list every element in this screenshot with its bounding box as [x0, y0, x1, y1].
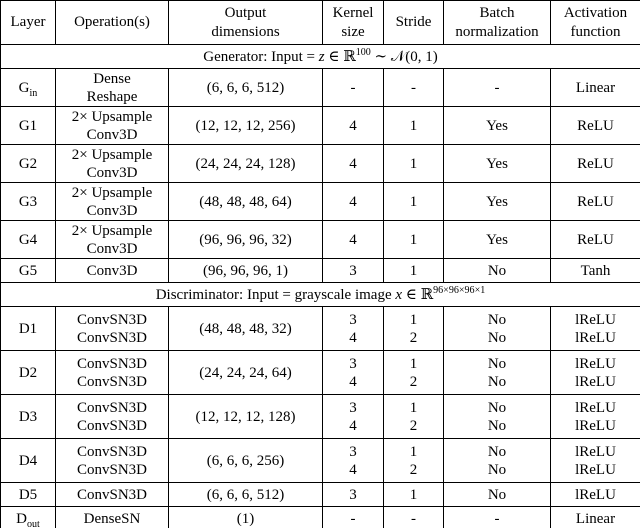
cell-batch-normalization — [444, 395, 551, 439]
cell-activation-function — [551, 183, 640, 221]
cell-operations — [56, 507, 169, 528]
cell-layer — [1, 69, 56, 107]
cell-line: ConvSN3D — [76, 443, 147, 460]
text-segment: G1 — [18, 117, 38, 134]
cell-stride — [384, 439, 444, 483]
text-segment: ∈ ℝ — [402, 286, 434, 303]
cell-line: Output — [224, 4, 267, 21]
cell-activation-function — [551, 483, 640, 507]
cell-operations — [56, 307, 169, 351]
column-header-batch-normalization — [444, 1, 551, 45]
cell-activation-function — [551, 395, 640, 439]
cell-stride — [384, 307, 444, 351]
cell-output-dimensions: (6, 6, 6, 512) — [169, 69, 323, 107]
cell-output-dimensions: (96, 96, 96, 32) — [169, 221, 323, 259]
cell-line: function — [570, 23, 621, 40]
cell-activation-function — [551, 145, 640, 183]
text-segment: Discriminator: Input = grayscale image — [155, 286, 396, 303]
cell-line: No — [487, 355, 507, 372]
cell-stride — [384, 183, 444, 221]
cell-line: lReLU — [575, 373, 616, 390]
cell-line: ConvSN3D — [76, 355, 147, 372]
cell-line: 1 — [409, 399, 418, 416]
table-row — [1, 507, 640, 528]
text-segment: D3 — [18, 408, 38, 425]
text-segment: x — [395, 286, 403, 303]
cell-output-dimensions: (48, 48, 48, 64) — [169, 183, 323, 221]
cell-line: ConvSN3D — [76, 329, 147, 346]
cell-layer — [1, 395, 56, 439]
cell-line: ConvSN3D — [76, 417, 147, 434]
cell-output-dimensions: (96, 96, 96, 1) — [169, 259, 323, 283]
cell-line: lReLU — [575, 329, 616, 346]
cell-line: 3 — [349, 443, 357, 460]
table-row — [1, 483, 640, 507]
cell-line: 2 — [409, 461, 418, 478]
cell-activation-function — [551, 307, 640, 351]
cell-batch-normalization — [444, 221, 551, 259]
cell-line: 4 — [349, 417, 357, 434]
cell-layer — [1, 221, 56, 259]
cell-line: No — [487, 262, 507, 279]
cell-line: ConvSN3D — [76, 461, 147, 478]
cell-line: 1 — [409, 443, 418, 460]
cell-line: Operation(s) — [74, 14, 150, 30]
cell-operations — [56, 439, 169, 483]
cell-line: 4 — [349, 373, 357, 390]
cell-stride — [384, 69, 444, 107]
cell-line: 4 — [349, 461, 357, 478]
cell-kernel-size — [323, 351, 384, 395]
cell-stride — [384, 483, 444, 507]
cell-output-dimensions: (1) — [169, 507, 323, 528]
text-segment: 100 — [355, 46, 371, 58]
section-title — [1, 45, 640, 69]
cell-line: 1 — [409, 262, 418, 279]
cell-line: 2× Upsample — [71, 222, 153, 239]
cell-line: 4 — [349, 329, 357, 346]
cell-layer — [1, 259, 56, 283]
cell-line: 1 — [409, 155, 418, 172]
cell-batch-normalization — [444, 107, 551, 145]
cell-line: No — [487, 373, 507, 390]
cell-line: Yes — [486, 117, 508, 134]
cell-line: Conv3D — [86, 164, 138, 181]
cell-operations — [56, 395, 169, 439]
cell-line: Conv3D — [86, 262, 138, 279]
header-row — [1, 1, 640, 45]
cell-activation-function — [551, 69, 640, 107]
cell-line: Tanh — [580, 262, 611, 279]
cell-line: - — [350, 79, 356, 96]
cell-line: Yes — [486, 193, 508, 210]
section-row — [1, 45, 640, 69]
cell-line: 2 — [409, 373, 418, 390]
cell-line: Yes — [486, 155, 508, 172]
table-row — [1, 307, 640, 351]
cell-line: - — [494, 510, 500, 527]
cell-line: 2 — [409, 417, 418, 434]
cell-operations — [56, 351, 169, 395]
cell-line: lReLU — [575, 399, 616, 416]
cell-operations — [56, 145, 169, 183]
cell-line: 2× Upsample — [71, 108, 153, 125]
cell-line: normalization — [455, 23, 539, 40]
cell-operations — [56, 221, 169, 259]
cell-operations — [56, 69, 169, 107]
text-segment: 96×96×96×1 — [433, 284, 486, 296]
cell-line: No — [487, 399, 507, 416]
cell-kernel-size — [323, 145, 384, 183]
cell-kernel-size — [323, 259, 384, 283]
cell-line: Layer — [10, 14, 46, 30]
section-row — [1, 283, 640, 307]
cell-output-dimensions: (24, 24, 24, 128) — [169, 145, 323, 183]
column-header-layer — [1, 1, 56, 45]
cell-line: Conv3D — [86, 202, 138, 219]
cell-stride — [384, 259, 444, 283]
cell-line: Linear — [575, 510, 616, 527]
cell-stride — [384, 395, 444, 439]
text-segment: D2 — [18, 364, 38, 381]
cell-line: 1 — [409, 311, 418, 328]
cell-operations — [56, 259, 169, 283]
text-segment: D5 — [18, 486, 38, 503]
table-row — [1, 439, 640, 483]
cell-line: 4 — [349, 155, 357, 172]
table-body — [1, 45, 640, 528]
cell-line: Kernel — [332, 4, 374, 21]
cell-line: 1 — [409, 231, 418, 248]
cell-operations — [56, 183, 169, 221]
cell-line: ReLU — [577, 231, 614, 248]
cell-line: Linear — [575, 79, 616, 96]
cell-layer — [1, 145, 56, 183]
cell-line: 4 — [349, 231, 357, 248]
cell-activation-function — [551, 221, 640, 259]
cell-batch-normalization — [444, 439, 551, 483]
cell-line: dimensions — [211, 23, 280, 40]
cell-kernel-size — [323, 183, 384, 221]
cell-line: 4 — [349, 193, 357, 210]
cell-line: ConvSN3D — [76, 311, 147, 328]
table-row — [1, 183, 640, 221]
cell-line: 3 — [349, 399, 357, 416]
table-row — [1, 107, 640, 145]
cell-line: DenseSN — [83, 510, 141, 527]
cell-output-dimensions: (48, 48, 48, 32) — [169, 307, 323, 351]
column-header-kernel-size — [323, 1, 384, 45]
cell-layer — [1, 483, 56, 507]
cell-line: ReLU — [577, 193, 614, 210]
cell-line: 1 — [409, 486, 418, 503]
text-segment: D — [16, 510, 27, 527]
text-segment: G4 — [18, 231, 38, 248]
cell-line: lReLU — [575, 461, 616, 478]
cell-line: 2 — [409, 329, 418, 346]
cell-activation-function — [551, 107, 640, 145]
cell-batch-normalization — [444, 69, 551, 107]
cell-line: Yes — [486, 231, 508, 248]
cell-line: No — [487, 311, 507, 328]
cell-stride — [384, 145, 444, 183]
text-segment: ∼ 𝒩(0, 1) — [370, 48, 438, 65]
column-header-stride — [384, 1, 444, 45]
cell-stride — [384, 221, 444, 259]
cell-activation-function — [551, 351, 640, 395]
section-title — [1, 283, 640, 307]
cell-stride — [384, 107, 444, 145]
cell-line: lReLU — [575, 443, 616, 460]
table-row — [1, 395, 640, 439]
column-header-operations — [56, 1, 169, 45]
cell-batch-normalization — [444, 259, 551, 283]
cell-output-dimensions: (12, 12, 12, 256) — [169, 107, 323, 145]
cell-layer — [1, 107, 56, 145]
cell-line: ConvSN3D — [76, 373, 147, 390]
cell-line: Stride — [395, 14, 432, 30]
cell-line: lReLU — [575, 311, 616, 328]
table-row — [1, 259, 640, 283]
cell-activation-function — [551, 259, 640, 283]
cell-operations — [56, 107, 169, 145]
text-segment: G3 — [18, 193, 38, 210]
cell-layer — [1, 351, 56, 395]
cell-line: No — [487, 417, 507, 434]
column-header-output-dimensions — [169, 1, 323, 45]
cell-line: Batch — [479, 4, 515, 21]
cell-line: Reshape — [86, 88, 138, 105]
cell-line: Activation — [563, 4, 628, 21]
cell-line: Conv3D — [86, 126, 138, 143]
cell-line: ReLU — [577, 155, 614, 172]
cell-batch-normalization — [444, 483, 551, 507]
cell-line: No — [487, 443, 507, 460]
cell-line: lReLU — [575, 486, 616, 503]
cell-activation-function — [551, 507, 640, 528]
cell-kernel-size — [323, 107, 384, 145]
table-row — [1, 221, 640, 259]
cell-line: 1 — [409, 117, 418, 134]
text-segment: out — [27, 518, 40, 528]
cell-line: - — [350, 510, 356, 527]
cell-kernel-size — [323, 307, 384, 351]
cell-line: ConvSN3D — [76, 486, 147, 503]
cell-line: 3 — [349, 355, 357, 372]
text-segment: z — [318, 48, 325, 65]
cell-line: - — [411, 79, 416, 96]
table-row — [1, 69, 640, 107]
cell-line: 1 — [409, 355, 418, 372]
cell-line: No — [487, 461, 507, 478]
cell-line: Conv3D — [86, 240, 138, 257]
cell-kernel-size — [323, 221, 384, 259]
cell-layer — [1, 439, 56, 483]
cell-layer — [1, 183, 56, 221]
cell-layer — [1, 307, 56, 351]
cell-batch-normalization — [444, 507, 551, 528]
text-segment: D1 — [18, 320, 38, 337]
cell-stride — [384, 351, 444, 395]
text-segment: ∈ ℝ — [324, 48, 356, 65]
cell-line: 3 — [349, 262, 357, 279]
text-segment: in — [29, 87, 38, 99]
cell-kernel-size — [323, 483, 384, 507]
cell-line: 3 — [349, 486, 357, 503]
cell-line: 2× Upsample — [71, 146, 153, 163]
cell-line: 2× Upsample — [71, 184, 153, 201]
cell-kernel-size — [323, 439, 384, 483]
cell-output-dimensions: (24, 24, 24, 64) — [169, 351, 323, 395]
cell-batch-normalization — [444, 351, 551, 395]
text-segment: G5 — [18, 262, 38, 279]
cell-line: No — [487, 486, 507, 503]
cell-output-dimensions: (12, 12, 12, 128) — [169, 395, 323, 439]
text-segment: D4 — [18, 452, 38, 469]
cell-line: No — [487, 329, 507, 346]
table-row — [1, 351, 640, 395]
cell-stride — [384, 507, 444, 528]
table-header — [1, 1, 640, 45]
cell-activation-function — [551, 439, 640, 483]
cell-batch-normalization — [444, 307, 551, 351]
cell-line: - — [411, 510, 416, 527]
cell-line: size — [341, 23, 365, 40]
cell-output-dimensions: (6, 6, 6, 512) — [169, 483, 323, 507]
column-header-activation-function — [551, 1, 640, 45]
cell-line: lReLU — [575, 417, 616, 434]
cell-batch-normalization — [444, 145, 551, 183]
cell-line: lReLU — [575, 355, 616, 372]
table-row — [1, 145, 640, 183]
cell-batch-normalization — [444, 183, 551, 221]
text-segment: G2 — [18, 155, 38, 172]
cell-kernel-size — [323, 507, 384, 528]
cell-line: Dense — [93, 70, 131, 87]
cell-line: ReLU — [577, 117, 614, 134]
cell-operations — [56, 483, 169, 507]
cell-output-dimensions: (6, 6, 6, 256) — [169, 439, 323, 483]
cell-kernel-size — [323, 69, 384, 107]
text-segment: G — [18, 79, 30, 96]
cell-layer — [1, 507, 56, 528]
cell-line: 1 — [409, 193, 418, 210]
cell-line: - — [494, 79, 500, 96]
cell-line: ConvSN3D — [76, 399, 147, 416]
cell-kernel-size — [323, 395, 384, 439]
text-segment: Generator: Input = — [203, 48, 319, 65]
cell-line: 3 — [349, 311, 357, 328]
cell-line: 4 — [349, 117, 357, 134]
